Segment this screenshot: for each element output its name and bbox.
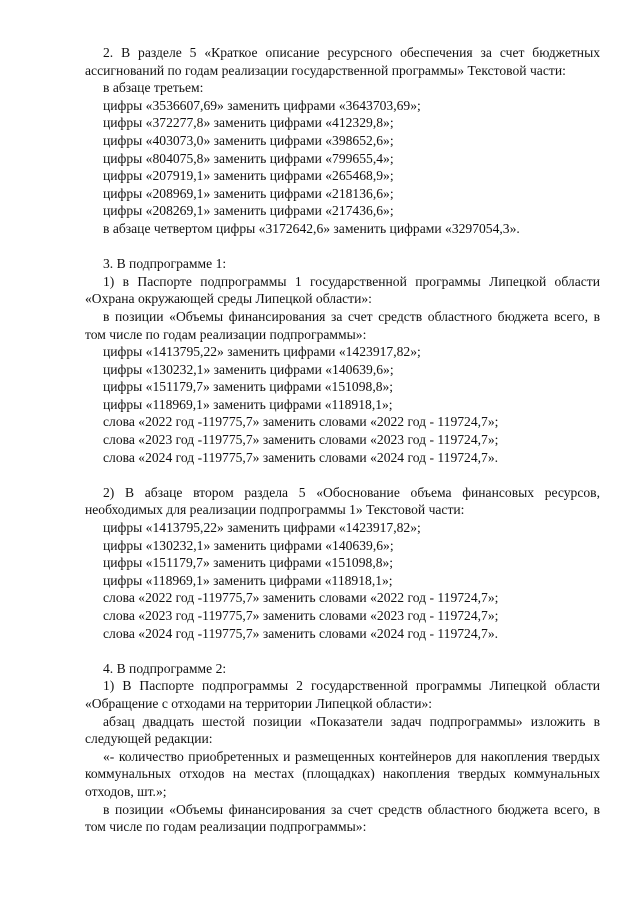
list-item: цифры «1413795,22» заменить цифрами «1423917,82»; [103, 344, 421, 360]
list-item: цифры «151179,7» заменить цифрами «151098,8»; [103, 379, 394, 395]
list-item: цифры «151179,7» заменить цифрами «151098,8»; [103, 555, 394, 571]
list-item: цифры «372277,8» заменить цифрами «412329,8»; [103, 115, 394, 131]
section-2-heading: 2. В разделе 5 «Краткое описание ресурсного обеспечения за счет бюджетных ассигнований по годам реализации государственной программы» Текстовой части: [85, 45, 600, 78]
section-4-position: в позиции «Объемы финансирования за счет средств областного бюджета всего, в том числе по годам реализации подпрограммы»: [85, 801, 600, 835]
list-item: в абзаце четвертом цифры «3172642,6» заменить цифрами «3297054,3». [103, 220, 520, 236]
list-item: цифры «130232,1» заменить цифрами «140639,6»; [103, 361, 394, 377]
list-item: слова «2023 год -119775,7» заменить словами «2023 год - 119724,7»; [103, 608, 499, 623]
section-4-quote: «- количество приобретенных и размещенных контейнеров для накопления твердых коммунальных отходов на местах (площадках) накопления твердых коммунальных отходов, шт.»; [85, 748, 600, 799]
list-item: слова «2022 год -119775,7» заменить словами «2022 год - 119724,7»; [103, 414, 499, 430]
list-item: цифры «130232,1» заменить цифрами «140639,6»; [103, 537, 394, 553]
section-3-paragraph-2: 2) В абзаце втором раздела 5 «Обоснование объема финансовых ресурсов, необходимых для реализации подпрограммы 1» Текстовой части: [85, 484, 600, 518]
list-item: слова «2022 год -119775,7» заменить словами «2022 год - 119724,7»; [103, 590, 499, 606]
section-4-heading: 4. В подпрограмме 2: [103, 660, 227, 676]
section-4-passport: 1) В Паспорте подпрограммы 2 государственной программы Липецкой области «Обращение с отходами на территории Липецкой области»: [85, 678, 600, 711]
list-item: цифры «208269,1» заменить цифрами «217436,6»; [103, 203, 394, 219]
list-item: слова «2024 год -119775,7» заменить словами «2024 год - 119724,7». [103, 625, 499, 641]
section-2-intro: в абзаце третьем: [103, 80, 204, 96]
list-item: цифры «207919,1» заменить цифрами «265468,9»; [103, 168, 394, 184]
document-page [85, 44, 600, 836]
paragraph-gap [85, 466, 600, 484]
section-3-heading: 3. В подпрограмме 1: [103, 256, 227, 272]
list-item: цифры «118969,1» заменить цифрами «118918,1»; [103, 572, 393, 588]
section-4-paragraph-26: абзац двадцать шестой позиции «Показатели задач подпрограммы» изложить в следующей редакции: [85, 713, 600, 747]
list-item: цифры «1413795,22» заменить цифрами «1423917,82»; [103, 520, 421, 536]
list-item: слова «2024 год -119775,7» заменить словами «2024 год - 119724,7». [103, 449, 499, 465]
paragraph-gap [85, 238, 600, 256]
section-3-passport: 1) в Паспорте подпрограммы 1 государственной программы Липецкой области «Охрана окружающей среды Липецкой области»: [85, 273, 600, 307]
list-item: цифры «118969,1» заменить цифрами «118918,1»; [103, 396, 393, 412]
list-item: цифры «804075,8» заменить цифрами «799655,4»; [103, 150, 394, 166]
paragraph-gap [85, 642, 600, 660]
list-item: цифры «403073,0» заменить цифрами «398652,6»; [103, 132, 394, 148]
list-item: цифры «208969,1» заменить цифрами «218136,6»; [103, 185, 394, 201]
list-item: цифры «3536607,69» заменить цифрами «3643703,69»; [103, 97, 421, 113]
section-3-position: в позиции «Объемы финансирования за счет средств областного бюджета всего, в том числе по годам реализации подпрограммы»: [85, 308, 600, 342]
list-item: слова «2023 год -119775,7» заменить словами «2023 год - 119724,7»; [103, 432, 499, 448]
